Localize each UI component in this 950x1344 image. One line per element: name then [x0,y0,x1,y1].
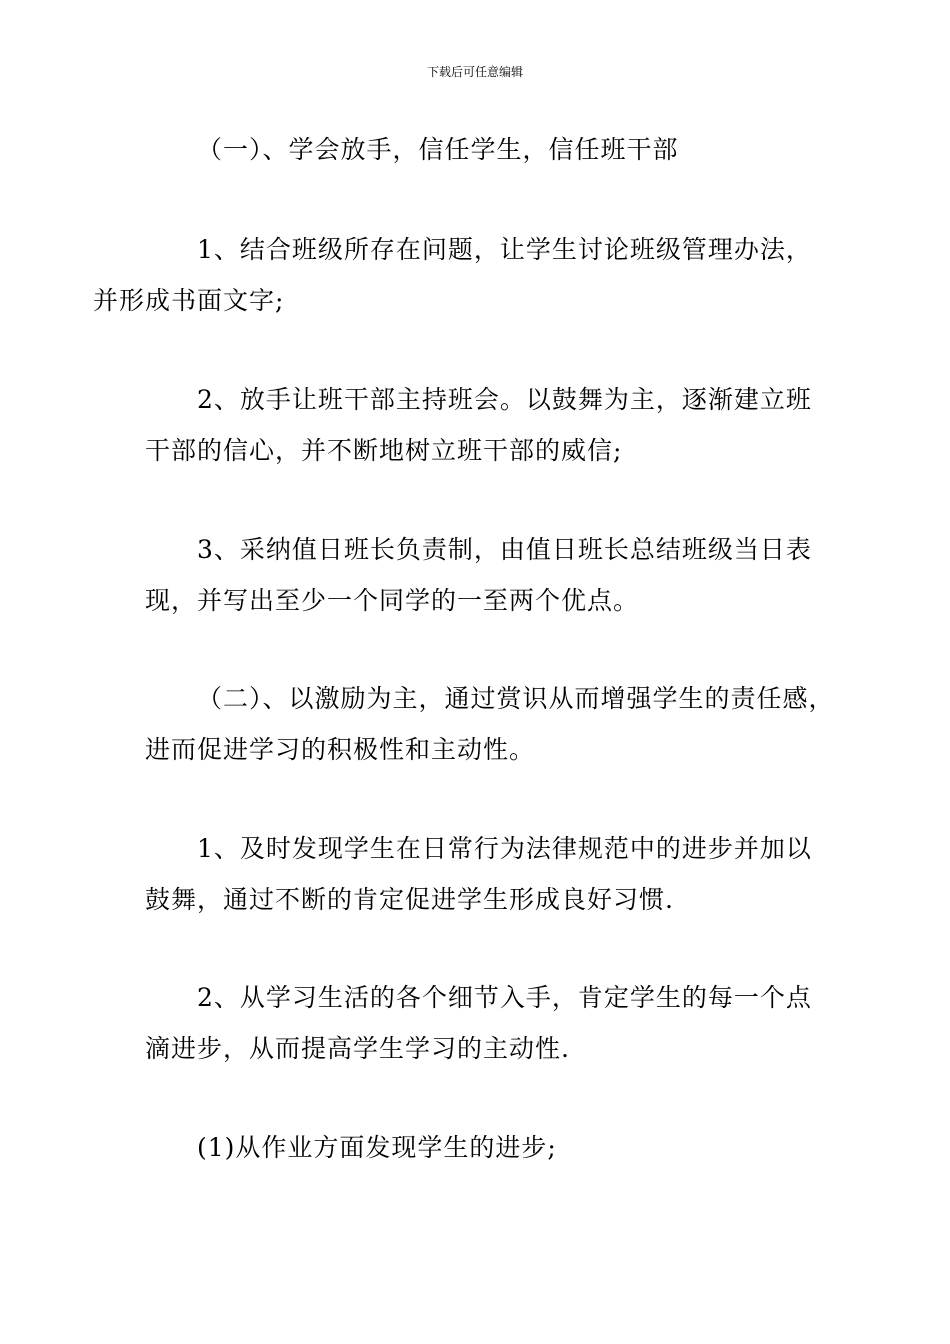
paragraph-line: 滴进步，从而提高学生学习的主动性. [145,1034,570,1063]
paragraph-line: (1)从作业方面发现学生的进步; [197,1133,557,1162]
paragraph-line: 1、结合班级所存在问题，让学生讨论班级管理办法， [197,235,812,264]
paragraph-item [145,524,835,626]
section-heading-1 [145,124,835,175]
paragraph-line: （一）、学会放手，信任学生，信任班干部 [197,135,679,164]
paragraph-item [145,972,835,1074]
paragraph-line: 进而促进学习的积极性和主动性。 [145,735,536,764]
paragraph-line: 2、从学习生活的各个细节入手，肯定学生的每一个点 [197,983,812,1012]
paragraph-item [145,374,835,476]
paragraph-line: （二）、以激励为主，通过赏识从而增强学生的责任感， [197,684,835,713]
paragraph-line: 2、放手让班干部主持班会。以鼓舞为主，逐渐建立班 [197,385,812,414]
paragraph-line: 鼓舞，通过不断的肯定促进学生形成良好习惯. [145,885,674,914]
paragraph-item [145,823,835,925]
paragraph-line: 并形成书面文字; [93,286,285,315]
section-heading-2 [145,673,835,775]
paragraph-item [145,1122,835,1173]
paragraph-line: 现，并写出至少一个同学的一至两个优点。 [145,586,640,615]
header-note: 下载后可任意编辑 [426,65,523,79]
paragraph-line: 3、采纳值日班长负责制，由值日班长总结班级当日表 [197,535,812,564]
paragraph-line: 干部的信心，并不断地树立班干部的威信; [145,436,623,465]
paragraph-line: 1、及时发现学生在日常行为法律规范中的进步并加以 [197,834,812,863]
paragraph-item [93,224,835,326]
